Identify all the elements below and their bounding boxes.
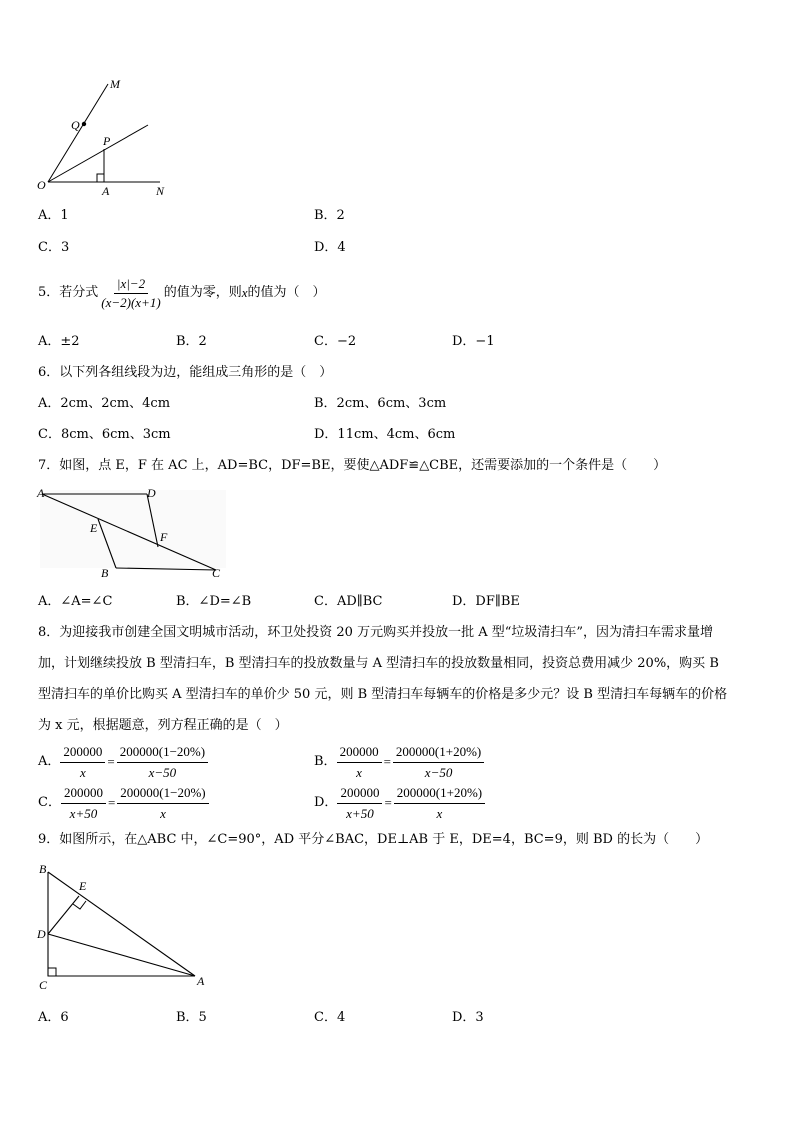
q8-option-c: [38, 783, 209, 823]
q7-fig-label-e: E: [90, 521, 98, 535]
q8-a-eq: =: [107, 754, 115, 769]
q8-d-n2: 200000(1+20%): [394, 784, 485, 804]
q6-option-c: C．8cm、6cm、3cm: [38, 427, 171, 442]
q7-option-c: C．AD∥BC: [314, 594, 383, 609]
q8-d-d2: x: [436, 805, 443, 821]
q8-line-3: 型清扫车的单价比购买 A 型清扫车的单价少 50 元，则 B 型清扫车每辆车的价格是多少元？设 B 型清扫车每辆车的价格: [38, 687, 728, 702]
q8-stem: [38, 617, 760, 741]
fig4-label-o: O: [37, 178, 46, 192]
q9-option-a: A．6: [38, 1010, 69, 1025]
q8-option-a: [38, 742, 208, 782]
q7-fig-label-a: A: [37, 486, 45, 500]
q5-option-c: C．−2: [314, 334, 357, 349]
q5-option-b: B．2: [176, 334, 207, 349]
q9-fig-label-c: C: [39, 978, 48, 992]
q9-stem: 9．如图所示，在△ABC 中，∠C=90°，AD 平分∠BAC，DE⊥AB 于 E，DE=4，BC=9，则 BD 的长为（ ）: [38, 832, 709, 847]
fig4-label-q: Q: [71, 118, 80, 132]
q9-figure: [32, 858, 222, 998]
q5-suffix-a: 的值为零，则: [163, 285, 242, 300]
q8-c-n1: 200000: [61, 784, 106, 804]
q9-fig-label-d: D: [37, 927, 46, 941]
q7-stem: 7．如图，点 E，F 在 AC 上，AD=BC，DF=BE，要使△ADF≌△CBE，还需要添加的一个条件是（ ）: [38, 458, 667, 473]
q8-c-eq: =: [107, 795, 116, 810]
q7-option-a: A．∠A=∠C: [38, 594, 113, 609]
q8-option-a-label: A．: [38, 754, 61, 769]
q4-option-b: B．2: [314, 208, 345, 223]
q8-d-d1: x+50: [346, 805, 374, 821]
q8-a-n1: 200000: [60, 743, 105, 763]
q5-stem: [38, 270, 326, 316]
q8-a-d2: x−50: [148, 764, 177, 780]
q8-d-n1: 200000: [337, 784, 382, 804]
q8-b-d2: x−50: [424, 764, 453, 780]
q5-var: x: [241, 285, 248, 300]
q9-option-d: D．3: [452, 1010, 484, 1025]
q9-option-c: C．4: [314, 1010, 346, 1025]
q8-a-d1: x: [80, 764, 86, 780]
q8-b-n2: 200000(1+20%): [393, 743, 484, 763]
q8-c-d1: x+50: [69, 805, 98, 821]
q6-option-a: A．2cm、2cm、4cm: [38, 396, 171, 411]
q9-fig-label-e: E: [79, 879, 87, 893]
q8-option-d-label: D．: [314, 795, 338, 810]
q6-stem: 6．以下列各组线段为边，能组成三角形的是（ ）: [38, 365, 333, 380]
fig4-label-n: N: [156, 184, 165, 198]
q7-fig-label-d: D: [147, 486, 156, 500]
q7-option-b: B．∠D=∠B: [176, 594, 252, 609]
q4-figure: [30, 74, 180, 200]
q7-option-d: D．DF∥BE: [452, 594, 520, 609]
q8-line-2: 加，计划继续投放 B 型清扫车，B 型清扫车的投放数量与 A 型清扫车的投放数量相同，投资总费用减少 20%，购买 B: [38, 656, 719, 671]
q8-b-d1: x: [356, 764, 362, 780]
fig4-label-a: A: [102, 184, 110, 198]
fig4-label-p: P: [103, 134, 111, 148]
q8-option-b: [314, 742, 484, 782]
q8-b-n1: 200000: [337, 743, 382, 763]
q8-line-4: 为 x 元，根据题意，列方程正确的是（ ）: [38, 718, 288, 733]
q4-option-a: A．1: [38, 208, 69, 223]
q6-option-d: D．11cm、4cm、6cm: [314, 427, 456, 442]
q5-denominator: (x−2)(x+1): [101, 294, 161, 310]
q7-fig-label-f: F: [160, 530, 168, 544]
q8-option-d: [314, 783, 485, 823]
q5-fraction: [98, 276, 163, 311]
q8-b-eq: =: [383, 754, 391, 769]
q8-line-1: 8．为迎接我市创建全国文明城市活动，环卫处投资 20 万元购买并投放一批 A 型“垃圾清扫车”，因为清扫车需求量增: [38, 625, 714, 640]
q7-fig-label-b: B: [101, 566, 109, 580]
q4-option-d: D．4: [314, 240, 346, 255]
fig4-label-m: M: [110, 77, 120, 91]
q8-c-d2: x: [160, 805, 166, 821]
q9-fig-label-b: B: [39, 862, 47, 876]
q8-c-n2: 200000(1−20%): [117, 784, 208, 804]
q7-fig-label-c: C: [212, 566, 221, 580]
q5-prefix: 5．若分式: [38, 285, 99, 300]
q4-option-c: C．3: [38, 240, 70, 255]
q9-fig-label-a: A: [197, 974, 205, 988]
q8-option-b-label: B．: [314, 754, 337, 769]
q5-option-a: A．±2: [38, 334, 80, 349]
q8-d-eq: =: [384, 795, 392, 810]
q8-option-c-label: C．: [38, 795, 61, 810]
q5-option-d: D．−1: [452, 334, 495, 349]
q8-a-n2: 200000(1−20%): [117, 743, 208, 763]
q5-suffix-b: 的值为（ ）: [247, 285, 326, 300]
q5-numerator: |x|−2: [114, 276, 148, 294]
q9-option-b: B．5: [176, 1010, 207, 1025]
q7-figure: [34, 482, 234, 582]
q6-option-b: B．2cm、6cm、3cm: [314, 396, 447, 411]
